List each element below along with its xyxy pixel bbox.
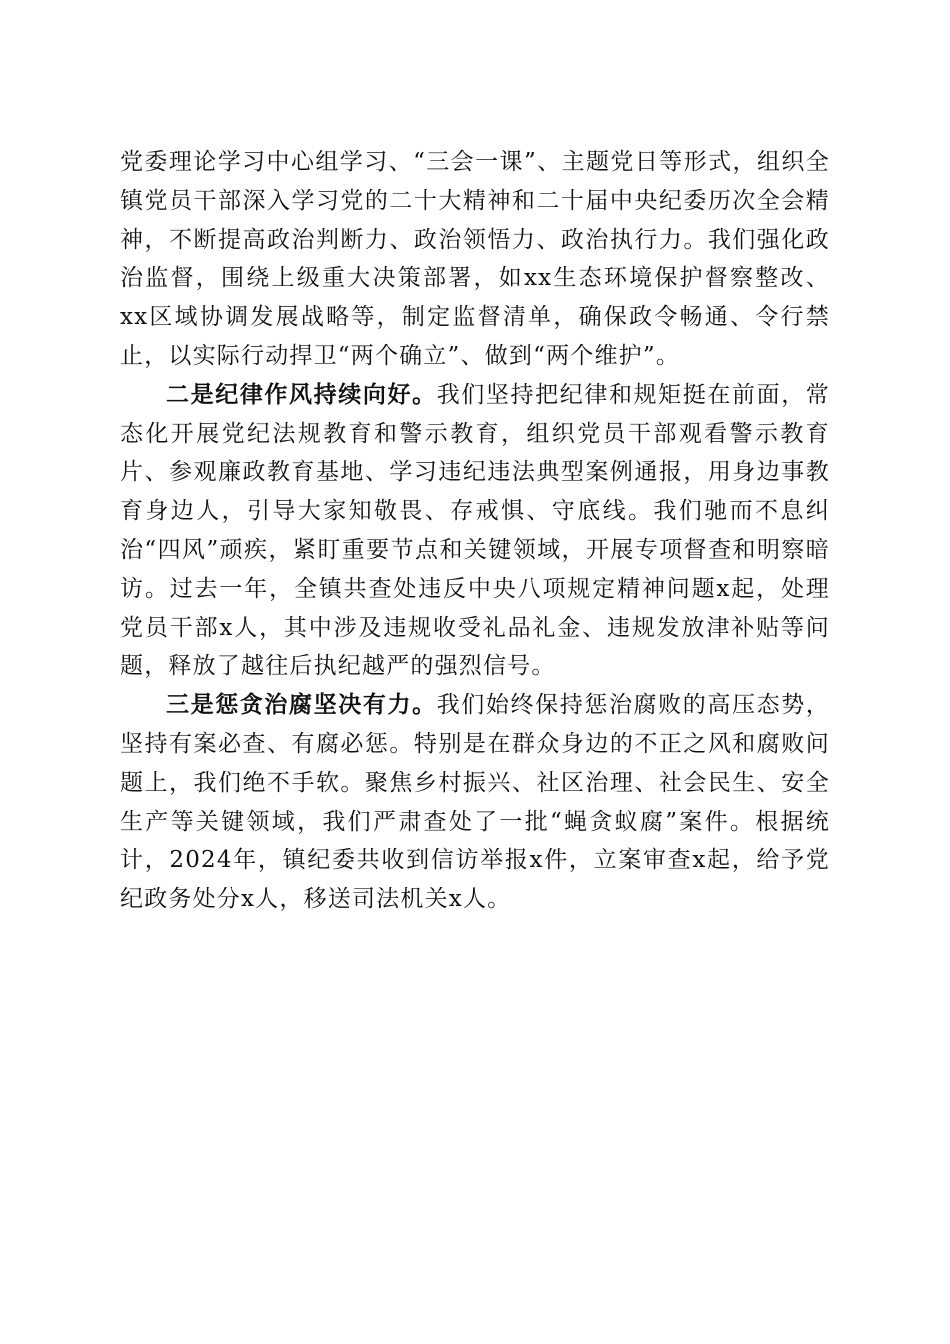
paragraph-heading: 二是纪律作风持续向好。 xyxy=(166,380,437,408)
paragraph-text: 党委理论学习中心组学习、“三会一课”、主题党日等形式，组织全镇党员干部深入学习党的二十大精神和二十届中央纪委历次全会精神，不断提高政治判断力、政治领悟力、政治执行力。我们强化政治监督，围绕上级重大决策部署，如xx生态环境保护督察整改、xx区域协调发展战略等，制定监督清单，确保政令畅通、令行禁止，以实际行动捍卫“两个确立”、做到“两个维护”。 xyxy=(120,149,830,369)
paragraph-text: 我们始终保持惩治腐败的高压态势，坚持有案必查、有腐必惩。特别是在群众身边的不正之风和腐败问题上，我们绝不手软。聚焦乡村振兴、社区治理、社会民生、安全生产等关键领域，我们严肃查处了一批“蝇贪蚁腐”案件。根据统计，2024年，镇纪委共收到信访举报x件，立案审查x起，给予党纪政务处分x人，移送司法机关x人。 xyxy=(120,692,830,913)
paragraph-anti-corruption xyxy=(120,686,830,919)
paragraph-political-supervision xyxy=(120,143,830,376)
paragraph-heading: 三是惩贪治腐坚决有力。 xyxy=(166,691,437,719)
paragraph-text: 我们坚持把纪律和规矩挺在前面，常态化开展党纪法规教育和警示教育，组织党员干部观看警示教育片、参观廉政教育基地、学习违纪违法典型案例通报，用身边事教育身边人，引导大家知敬畏、存戒惧、守底线。我们驰而不息纠治“四风”顽疾，紧盯重要节点和关键领域，开展专项督查和明察暗访。过去一年，全镇共查处违反中央八项规定精神问题x起，处理党员干部x人，其中涉及违规收受礼品礼金、违规发放津补贴等问题，释放了越往后执纪越严的强烈信号。 xyxy=(120,381,830,680)
document-body xyxy=(120,143,830,919)
paragraph-discipline xyxy=(120,376,830,686)
